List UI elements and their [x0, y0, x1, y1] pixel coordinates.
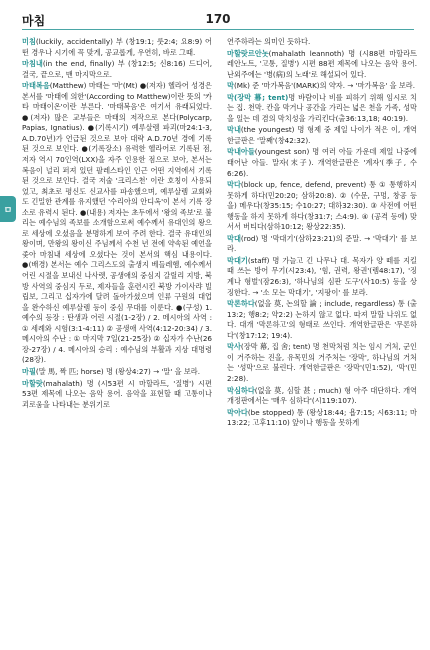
- entry-definition: (말 馬, 짝 匹; horse) 명 (왕상4:27) → '말' 을 보라.: [35, 366, 200, 376]
- entry-definition: (staff) 명 가늘고 긴 나무나 대. 목자가 양 떼를 지킬 때 쓰는 방어 무기(시23:4), '힘, 권력, 왕권'(렘48:17), '징계나 형벌'(잠26:3), '하나님의 심판 도구'(사10:5) 등을 상징한다. → '소 모는 막대기', '지팡이' 를 보라.: [227, 255, 417, 297]
- entry-definition: 명 바람이나 비를 피하기 위해 임시로 치는 집. 천막. 칸을 막거나 공간을 가리는 넓은 천을 가족, 성막을 일는 데 겸의 막치성을 가리킨다(출36:13,18; 40:19).: [227, 92, 417, 123]
- right-column: [227, 37, 417, 429]
- entry-definition: (mahalath) 명 (시53편 시 마할라트, '질병') 시편 53편 제목에 나오는 음악 용어. 음악을 표현할 때 고통이나 괴로움을 나타내는 분위기로: [22, 378, 212, 409]
- entry-headword: 미침: [22, 37, 36, 46]
- dictionary-entry: [227, 37, 417, 48]
- dictionary-entry: [227, 49, 417, 81]
- dictionary-entry: [22, 59, 212, 80]
- entry-headword: 막아다: [227, 407, 248, 417]
- dictionary-entry: [227, 93, 417, 125]
- entry-headword: 막대기: [227, 255, 248, 265]
- entry-definition: (없을 莫, 논의할 論 ; include, regardless) 통 (출13:2; 행8:2; 약2:2) 논하지 않고 없다. 따져 말할 나위도 없다. 대개 '막론하고'의 형태로 쓰인다. 개역한글판은 '무론하다'(창17:12; 19:4).: [227, 299, 417, 340]
- entry-headword: 막론하다: [227, 299, 255, 309]
- entry-definition: (luckily, accidentally) 부 (창19:1; 룻2:4; 요8:9) 어떤 경우나 시기에 꼭 맞게, 공교롭게, 우연히, 바로 그때.: [22, 37, 212, 57]
- dictionary-entry: [22, 37, 212, 58]
- dictionary-entry: [227, 342, 417, 384]
- entry-headword: 마할랏르안놋: [227, 48, 269, 58]
- dictionary-entry: [22, 81, 212, 366]
- left-column: [22, 37, 212, 410]
- entry-headword: 막대: [227, 233, 241, 243]
- entry-headword: 마침내: [22, 59, 43, 69]
- page-number: 170: [205, 12, 231, 26]
- entry-headword: 막(장막 幕; tent): [227, 92, 289, 102]
- entry-headword: 마태복음: [22, 81, 50, 91]
- entry-headword: 마필: [22, 366, 36, 376]
- entry-headword: 막: [227, 81, 234, 91]
- section-title: 마침: [22, 14, 46, 28]
- entry-headword: 막사: [227, 342, 241, 352]
- entry-headword: 막다: [227, 180, 241, 190]
- entry-definition: (Matthew) 마태는 '마'(Mt) ●(저자) 헬라어 성경은 본서를 '마태에 의한'(According to Matthew)이란 뜻의 '카타 마태이온'이란 부른다. '마태복음'은 여기서 유래되었다. ●(저자) 많은 교부들은 마태의 저작으로 본다(Polycarp, Papias, Ignatius). ●(기록시기) 예루살렘 파괴(마24:1-3, A.D.70년)가 언급된 것으로 보아 대략 A.D.70년 경에 기록된 것으로 보인다. ●(기록장소) 유력한 헬라어로 기록된 점, 저자 역시 70인역(LXX)을 자주 인용한 점으로 보아, 본서는 복음이 널리 퍼져 있던 팔레스타인 인근 어떤 지역에서 기록된 것으로 보인다. 결국 저술 '크리스천' 이란 호칭이 사용되었고, 최초로 평신도 신교사를 파송했으며, 예루살렘 교회와도 긴밀한 관계를 유지했던 '수리아의 안디옥'이 본서 기록 장소로 유력시 된다. ●(내용) 저자는 초두에서 '왕의 족보'로 불리는 예수님의 족보를 소개함으로써 예수께서 유대인의 왕으로 세상에 오셨음을 분명하게 보여 주려 한다. 결국 유대인의 왕이며, 만왕의 왕이신 주님께서 수천 년 전에 약속된 예언을 좇아 마침내 세상에 오셨다는 것이 본서의 핵심 내용이다. ●(배경) 본서는 예수 그리스도의 출생지 베들레헴, 예수께서 어린 시절을 보내신 나사렛, 공생애의 중심지 갈릴리 지방, 북방 사역의 중심지 두로, 제자들을 훈련시킨 북방 가이사랴 빌립보, 그리고 십자가에 달려 돌아가셨으며 인류 구원의 대업을 완수하신 예루살렘 등이 중심 무대를 이룬다. ●(구성) 1. 예수의 등장 : 탄생과 어린 시절(1-2장) / 2. 메시아의 사역 : ① 세례와 시험(3:1-4:11) ② 공생애 사역(4:12-20:34) / 3. 메시아의 수난 : ① 마지막 7일(21-25장) ② 십자가 수난(26장-27장) / 4. 메시아의 승리 : 예수님의 부활과 지상 대명령(28장).: [22, 81, 212, 365]
- entry-definition: (장막 幕, 집 舍; tent) 명 천막처럼 치는 임시 거처, 군인이 거주하는 진을, 유목민의 거주처는 '장막', 하나님의 거처는 '성막'으로 불린다. 개역한글판은 '장막'(민1:52), '막'(민2:28).: [227, 342, 417, 383]
- dictionary-entry: [227, 408, 417, 429]
- entry-definition: 연주하라는 의미인 듯하다.: [227, 37, 311, 46]
- page-header: [22, 10, 414, 30]
- dictionary-entry: [227, 386, 417, 407]
- dictionary-entry: [227, 234, 417, 255]
- dictionary-entry: [227, 299, 417, 341]
- entry-definition: (Mk) 준 '마가복음'(MARK)의 약자. → '마가복음' 을 보라.: [233, 81, 415, 91]
- dictionary-entry: [227, 147, 417, 179]
- dictionary-entry: [227, 256, 417, 298]
- dictionary-entry: [22, 367, 212, 378]
- section-side-tab[interactable]: ㅁ: [0, 196, 16, 222]
- dictionary-entry: [227, 81, 417, 92]
- entry-headword: 막내: [227, 125, 241, 135]
- header-rule: [22, 29, 414, 30]
- entry-definition: (youngest son) 명 여러 아들 가운데 제일 나중에 태어난 아들. 말자(末子). 개역한글판은 '계자'(季子, 수6:26).: [227, 147, 417, 178]
- dictionary-entry: [227, 125, 417, 146]
- entry-headword: 마할랏: [22, 378, 43, 388]
- entry-definition: (없을 莫, 심할 甚 ; much) 형 아주 대단하다. 개역개정판에서는 '매우 심하다'(시119:107).: [227, 385, 417, 406]
- entry-definition: (rod) 명 '막대기'(삼하23:21)의 준말. → '막대기' 를 보라.: [227, 233, 417, 254]
- entry-definition: (block up, fence, defend, prevent) 통 ① 통행하지 못하게 하다(민20:20; 삼하20:8). ② (수문, 구멍, 창공 등을) 메우다(창35:15; 수10:27; 대하32:30). ③ 사전에 어떤 행동을 하지 못하게 하다(창31:7; 스4:9). ④ (공격 등에) 맞서서 버티다(삼하10:12; 왕상22:35).: [227, 180, 417, 232]
- entry-headword: 막심하다: [227, 385, 255, 395]
- dictionary-entry: [22, 379, 212, 411]
- entry-definition: (the youngest) 명 형제 중 제일 나이가 적은 이, 개역한글판은 '말째'(창42:32).: [227, 125, 417, 145]
- entry-definition: (in the end, finally) 부 (창12:5; 신8:16) 드디어, 결국, 끝으로, 맨 마지막으로.: [22, 59, 212, 79]
- dictionary-entry: [227, 180, 417, 233]
- entry-headword: 막내아들: [227, 147, 255, 157]
- entry-definition: (be stopped) 통 (왕상18:44; 욥7:15; 시63:11; 마13:22; 고후11:10) 앞이나 행동을 못하게: [227, 407, 417, 428]
- entry-definition: (mahalath leannoth) 명 (시88편 마할라트 레안노트, '고통, 질병') 시편 88편 제목에 나오는 음악 용어. 난외주에는 '병(病)의 노래'로 해설되어 있다.: [227, 48, 417, 79]
